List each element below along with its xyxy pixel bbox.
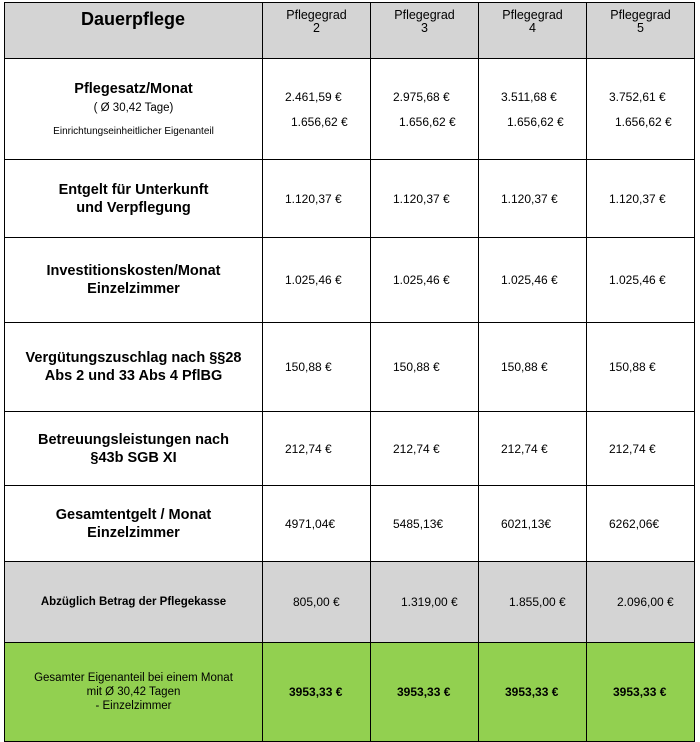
cell-gesamt-pg2 <box>263 486 371 562</box>
label-line: Entgelt für Unterkunft <box>58 181 209 198</box>
value: 1.025,46 € <box>393 273 450 287</box>
value: 150,88 € <box>501 360 548 374</box>
cell-eigenanteil-pg3 <box>371 643 479 742</box>
value: 2.461,59 € <box>285 89 342 104</box>
value: 3953,33 € <box>397 685 451 699</box>
row-label-abzug: Abzüglich Betrag der Pflegekasse <box>5 562 263 643</box>
cell-unterkunft-pg5 <box>587 160 695 238</box>
cell-betreuung-pg3 <box>371 412 479 486</box>
value: 1.025,46 € <box>285 273 342 287</box>
cell-pflegesatz-pg4 <box>479 59 587 160</box>
value: 3953,33 € <box>289 685 343 699</box>
grade-label: Pflegegrad <box>502 8 563 22</box>
label-line: Gesamter Eigenanteil bei einem Monat <box>34 672 233 684</box>
value: 2.096,00 € <box>617 595 674 609</box>
value-eigenanteil: 1.656,62 € <box>291 114 348 129</box>
grade-label: Pflegegrad <box>394 8 455 22</box>
row-label-betreuung <box>5 412 263 486</box>
cell-abzug-pg2 <box>263 562 371 643</box>
label-line: Vergütungszuschlag nach §§28 <box>25 350 242 366</box>
pflegesatz-title: Pflegesatz/Monat <box>74 81 193 97</box>
cell-investition-pg5 <box>587 238 695 323</box>
cell-abzug-pg5 <box>587 562 695 643</box>
label-line: - Einzelzimmer <box>95 700 172 712</box>
grade-number: 3 <box>421 21 428 35</box>
cell-unterkunft-pg4 <box>479 160 587 238</box>
cell-gesamt-pg5 <box>587 486 695 562</box>
value: 1.120,37 € <box>393 191 450 206</box>
row-label-investition <box>5 238 263 323</box>
row-label-gesamt <box>5 486 263 562</box>
row-label-verguetung <box>5 323 263 412</box>
grade-number: 2 <box>313 21 320 35</box>
table-row-investition <box>5 238 695 323</box>
cell-betreuung-pg2 <box>263 412 371 486</box>
table-row-unterkunft <box>5 160 695 238</box>
value: 212,74 € <box>285 441 332 456</box>
value-eigenanteil: 1.656,62 € <box>507 114 564 129</box>
table-row-eigenanteil <box>5 643 695 742</box>
cell-abzug-pg3 <box>371 562 479 643</box>
value-eigenanteil: 1.656,62 € <box>615 114 672 129</box>
grade-number: 5 <box>637 21 644 35</box>
value: 6021,13€ <box>501 516 552 531</box>
label-line: Einzelzimmer <box>87 281 180 297</box>
cell-betreuung-pg4 <box>479 412 587 486</box>
pflegesatz-note: Einrichtungseinheitlicher Eigenanteil <box>53 126 214 137</box>
value: 3.511,68 € <box>501 89 557 104</box>
value-eigenanteil: 1.656,62 € <box>399 114 456 129</box>
value: 2.975,68 € <box>393 89 450 104</box>
value: 150,88 € <box>393 360 440 374</box>
table-header-row <box>5 3 695 59</box>
label-line: Gesamtentgelt / Monat <box>55 506 212 523</box>
value: 1.025,46 € <box>609 273 666 287</box>
grade-label: Pflegegrad <box>610 8 671 22</box>
cell-eigenanteil-pg5 <box>587 643 695 742</box>
cell-verguetung-pg5 <box>587 323 695 412</box>
header-pflegegrad-2 <box>263 3 371 59</box>
table-row-gesamt <box>5 486 695 562</box>
cell-unterkunft-pg3 <box>371 160 479 238</box>
pflegesatz-subtitle: ( Ø 30,42 Tage) <box>93 102 174 114</box>
cell-verguetung-pg3 <box>371 323 479 412</box>
value: 4971,04€ <box>285 516 336 531</box>
header-pflegegrad-5 <box>587 3 695 59</box>
cell-verguetung-pg2 <box>263 323 371 412</box>
value: 212,74 € <box>501 441 548 456</box>
value: 3953,33 € <box>505 685 559 699</box>
cell-verguetung-pg4 <box>479 323 587 412</box>
value: 5485,13€ <box>393 516 444 531</box>
table-row-pflegesatz <box>5 59 695 160</box>
table-row-betreuung <box>5 412 695 486</box>
row-label-eigenanteil <box>5 643 263 742</box>
cell-unterkunft-pg2 <box>263 160 371 238</box>
label-line: mit Ø 30,42 Tagen <box>86 686 181 698</box>
cell-abzug-pg4 <box>479 562 587 643</box>
label-line: Abs 2 und 33 Abs 4 PflBG <box>44 368 223 384</box>
value: 6262,06€ <box>609 516 660 531</box>
label-line: und Verpflegung <box>76 199 191 216</box>
cell-pflegesatz-pg2 <box>263 59 371 160</box>
label-line: §43b SGB XI <box>90 449 177 466</box>
cell-eigenanteil-pg4 <box>479 643 587 742</box>
value: 150,88 € <box>285 360 332 374</box>
pricing-table <box>4 2 695 742</box>
label-line: Betreuungsleistungen nach <box>38 431 229 448</box>
cell-pflegesatz-pg5 <box>587 59 695 160</box>
cell-gesamt-pg3 <box>371 486 479 562</box>
table-row-abzug <box>5 562 695 643</box>
cell-investition-pg2 <box>263 238 371 323</box>
value: 1.855,00 € <box>509 595 566 609</box>
cell-investition-pg3 <box>371 238 479 323</box>
cell-eigenanteil-pg2 <box>263 643 371 742</box>
cell-pflegesatz-pg3 <box>371 59 479 160</box>
value: 3.752,61 € <box>609 89 666 104</box>
row-label-pflegesatz <box>5 59 263 160</box>
value: 1.319,00 € <box>401 595 458 609</box>
value: 1.120,37 € <box>285 191 342 206</box>
value: 150,88 € <box>609 360 656 374</box>
value: 1.120,37 € <box>501 191 558 206</box>
value: 1.025,46 € <box>501 273 558 287</box>
header-pflegegrad-3 <box>371 3 479 59</box>
row-label-unterkunft <box>5 160 263 238</box>
cell-gesamt-pg4 <box>479 486 587 562</box>
header-pflegegrad-4 <box>479 3 587 59</box>
value: 805,00 € <box>293 595 340 609</box>
value: 3953,33 € <box>613 685 667 699</box>
value: 212,74 € <box>393 441 440 456</box>
grade-number: 4 <box>529 21 536 35</box>
value: 1.120,37 € <box>609 191 666 206</box>
table-row-verguetung <box>5 323 695 412</box>
cell-betreuung-pg5 <box>587 412 695 486</box>
cell-investition-pg4 <box>479 238 587 323</box>
grade-label: Pflegegrad <box>286 8 347 22</box>
table-title: Dauerpflege <box>5 3 263 59</box>
value: 212,74 € <box>609 441 656 456</box>
label-line: Investitionskosten/Monat <box>46 263 221 279</box>
label-line: Einzelzimmer <box>87 524 180 541</box>
